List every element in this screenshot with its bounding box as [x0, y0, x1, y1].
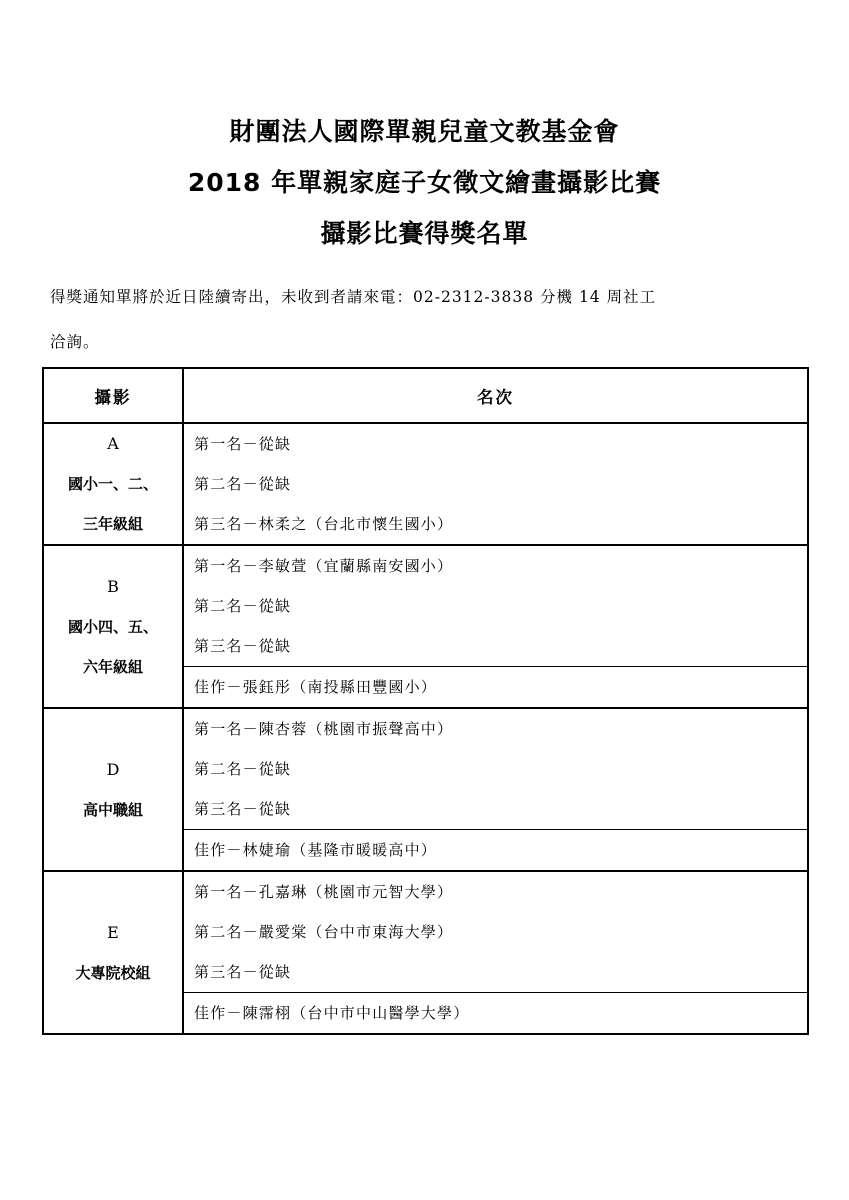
group-cell-e	[43, 871, 183, 1034]
rank-entry: 第二名－從缺	[194, 597, 292, 615]
rank-entry: 第一名－孔嘉琳（桃園市元智大學）	[194, 883, 454, 901]
notice-line-2: 洽詢。	[50, 333, 100, 351]
rank-entry: 第一名－陳杏蓉（桃園市振聲高中）	[194, 720, 454, 738]
notice-line-1: 得獎通知單將於近日陸續寄出，未收到者請來電：02-2312-3838 分機 14 周社工	[50, 288, 657, 306]
rank-entry: 第二名－從缺	[194, 475, 292, 493]
rank-entry: 第三名－從缺	[194, 800, 292, 818]
group-code: A	[107, 434, 119, 453]
honorable-entry: 佳作－林婕瑜（基隆市暖暖高中）	[194, 841, 438, 859]
rank-list	[183, 545, 808, 667]
group-name-line-2: 三年級組	[82, 515, 143, 533]
group-cell-a	[43, 423, 183, 545]
table-header-row	[43, 368, 808, 423]
table-row	[43, 871, 808, 993]
rank-list	[183, 423, 808, 545]
rank-list	[183, 871, 808, 993]
header-rank: 名次	[183, 368, 808, 423]
group-code: B	[107, 576, 119, 596]
table-row	[43, 545, 808, 667]
group-name-line-1: 國小四、五、	[67, 617, 158, 636]
page-title-line-3: 攝影比賽得獎名單	[320, 219, 529, 248]
group-name-line-2: 六年級組	[82, 657, 143, 676]
honorable-mention	[183, 667, 808, 709]
page-title-line-1: 財團法人國際單親兒童文教基金會	[229, 117, 620, 146]
honorable-mention	[183, 830, 808, 872]
page-title-line-2: 2018 年單親家庭子女徵文繪畫攝影比賽	[187, 168, 662, 197]
rank-entry: 第三名－從缺	[194, 637, 292, 655]
group-name-line-1: 國小一、二、	[67, 475, 158, 493]
table-row	[43, 708, 808, 830]
group-name-line-1: 高中職組	[82, 800, 143, 819]
awards-table	[42, 367, 809, 1035]
rank-entry: 第一名－李敏萱（宜蘭縣南安國小）	[194, 557, 454, 575]
header-category: 攝影	[43, 368, 183, 423]
group-cell-d	[43, 708, 183, 871]
honorable-mention	[183, 993, 808, 1035]
rank-entry: 第三名－林柔之（台北市懷生國小）	[194, 515, 454, 533]
honorable-entry: 佳作－張鈺彤（南投縣田豐國小）	[194, 678, 438, 696]
rank-entry: 第二名－嚴愛棠（台中市東海大學）	[194, 923, 454, 941]
table-row	[43, 423, 808, 545]
rank-entry: 第三名－從缺	[194, 963, 292, 981]
rank-entry: 第二名－從缺	[194, 760, 292, 778]
honorable-entry: 佳作－陳霈栩（台中市中山醫學大學）	[194, 1004, 470, 1022]
group-name-line-1: 大專院校組	[75, 963, 151, 982]
rank-list	[183, 708, 808, 830]
group-code: E	[107, 922, 119, 942]
rank-entry: 第一名－從缺	[194, 435, 292, 453]
group-cell-b	[43, 545, 183, 708]
group-code: D	[106, 759, 120, 779]
